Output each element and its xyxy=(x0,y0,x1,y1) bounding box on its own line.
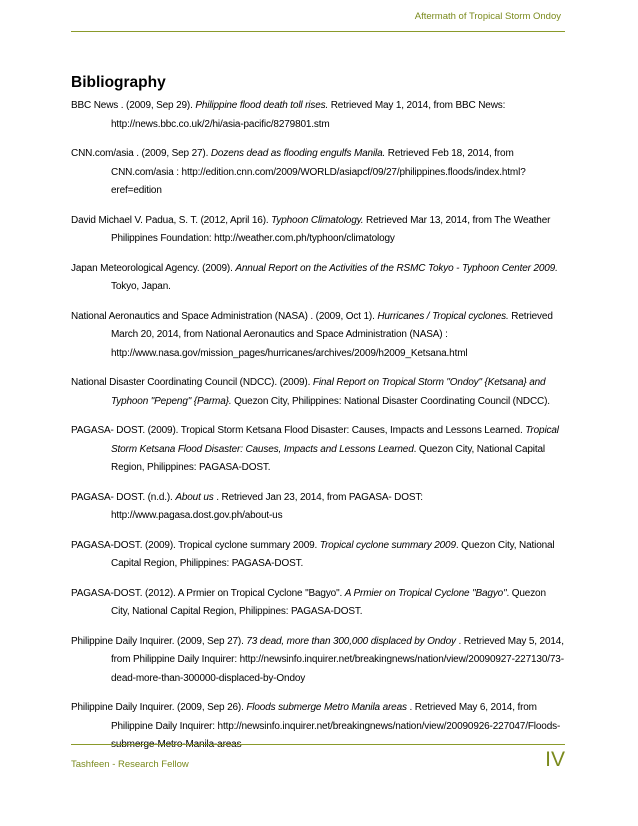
bibliography-entry: Philippine Daily Inquirer. (2009, Sep 26). Floods submerge Metro Manila areas . Retrieved May 6, 2014, from Philippine Daily Inquirer: http://newsinfo.inquirer.net/breakingnews/nation/view/20090926-227047/Floods-submerge-Metro-Manila-areas xyxy=(71,702,561,750)
bibliography-entry: Philippine Daily Inquirer. (2009, Sep 27). 73 dead, more than 300,000 displaced by Ondoy . Retrieved May 5, 2014, from Philippine Daily Inquirer: http://newsinfo.inquirer.net/breakingnews/nation/view/20090927-227130/73-dead-more-than-300000-displaced-by-Ondoy xyxy=(71,635,564,684)
page-number: IV xyxy=(545,748,565,771)
bibliography-entry: BBC News . (2009, Sep 29). Philippine flood death toll rises. Retrieved May 1, 2014, from BBC News: http://news.bbc.co.uk/2/hi/asia-pacific/8279801.stm xyxy=(71,100,506,130)
header-divider xyxy=(71,31,565,32)
bibliography-entry: PAGASA-DOST. (2012). A Prmier on Tropical Cyclone "Bagyo". A Prmier on Tropical Cyclone "Bagyo". Quezon City, National Capital Region, Philippines: PAGASA-DOST. xyxy=(71,587,546,617)
bibliography-entry: CNN.com/asia . (2009, Sep 27). Dozens dead as flooding engulfs Manila. Retrieved Feb 18, 2014, from CNN.com/asia : http://edition.cnn.com/2009/WORLD/asiapcf/09/27/philippines.floods/index.html?eref=edition xyxy=(71,148,526,196)
bibliography-entry: PAGASA-DOST. (2009). Tropical cyclone summary 2009. Tropical cyclone summary 2009. Quezon City, National Capital Region, Philippines: PAGASA-DOST. xyxy=(71,539,555,569)
running-header: Aftermath of Tropical Storm Ondoy xyxy=(414,11,561,22)
footer-divider xyxy=(71,744,565,745)
bibliography-entry: National Disaster Coordinating Council (NDCC). (2009). Final Report on Tropical Storm "Ondoy" {Ketsana} and Typhoon "Pepeng" {Parma}. Quezon City, Philippines: National Disaster Coordinating Council (NDCC). xyxy=(71,377,550,407)
bibliography-list xyxy=(71,97,566,766)
bibliography-entry: National Aeronautics and Space Administration (NASA) . (2009, Oct 1). Hurricanes / Tropical cyclones. Retrieved March 20, 2014, from National Aeronautics and Space Administration (NASA) : http://www.nasa.gov/mission_pages/hurricanes/archives/2009/h2009_Ketsana.html xyxy=(71,310,553,359)
bibliography-entry: David Michael V. Padua, S. T. (2012, April 16). Typhoon Climatology. Retrieved Mar 13, 2014, from The Weather Philippines Foundation: http://weather.com.ph/typhoon/climatology xyxy=(71,214,551,244)
section-heading: Bibliography xyxy=(71,74,166,91)
bibliography-entry: Japan Meteorological Agency. (2009). Annual Report on the Activities of the RSMC Tokyo - Typhoon Center 2009. Tokyo, Japan. xyxy=(71,262,558,292)
footer-author: Tashfeen - Research Fellow xyxy=(71,759,189,770)
bibliography-entry: PAGASA- DOST. (2009). Tropical Storm Ketsana Flood Disaster: Causes, Impacts and Lessons Learned. Tropical Storm Ketsana Flood Disaster: Causes, Impacts and Lessons Learned. Quezon City, National Capital Region, Philippines: PAGASA-DOST. xyxy=(71,425,559,473)
bibliography-entry: PAGASA- DOST. (n.d.). About us . Retrieved Jan 23, 2014, from PAGASA- DOST: http://www.pagasa.dost.gov.ph/about-us xyxy=(71,491,423,521)
